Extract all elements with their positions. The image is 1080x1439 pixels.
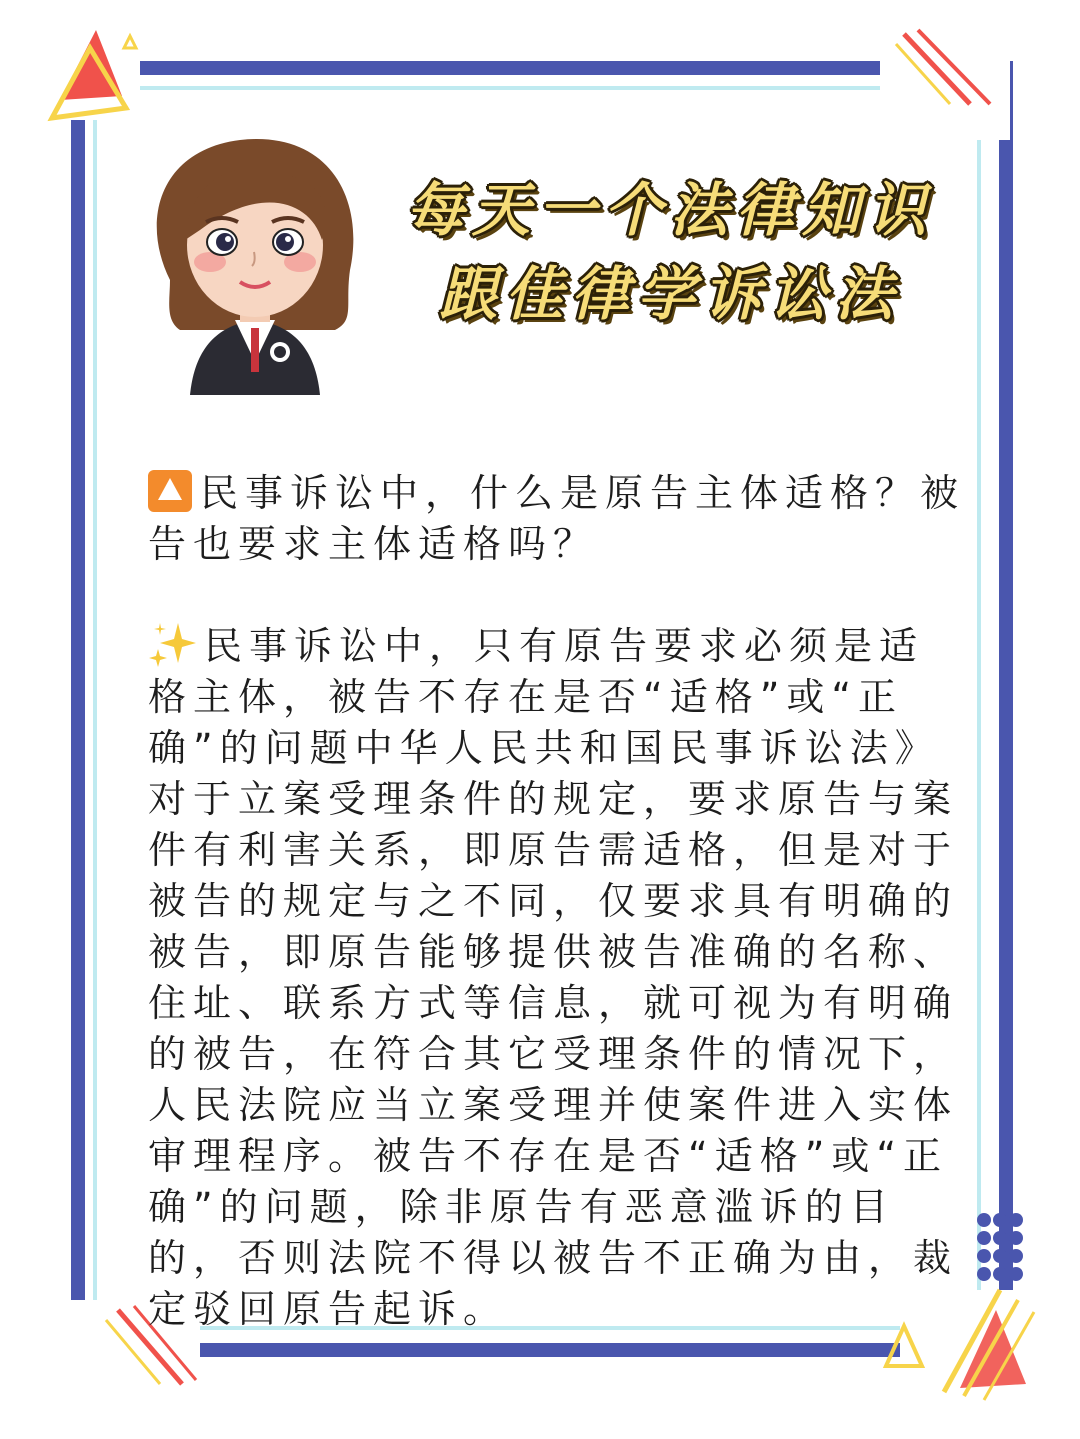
title-line-2: 跟佳律学诉讼法 <box>438 260 901 328</box>
title-line-1: 每天一个法律知识 <box>405 176 934 244</box>
sparkles-icon <box>148 621 198 667</box>
question-text: 民事诉讼中，什么是原告主体适格？被告也要求主体适格吗？ <box>148 471 966 566</box>
lawyer-avatar <box>140 130 370 395</box>
up-triangle-icon <box>148 470 192 512</box>
answer-paragraph <box>148 621 968 1335</box>
page-title <box>390 168 950 336</box>
question-paragraph <box>148 468 968 570</box>
answer-text: 民事诉讼中，只有原告要求必须是适格主体，被告不存在是否“适格”或“正确”的问题中华人民共和国民事诉讼法》对于立案受理条件的规定，要求原告与案件有利害关系，即原告需适格，但是对于被告的规定与之不同，仅要求具有明确的被告，即原告能够提供被告准确的名称、住址、联系方式等信息，就可视为有明确的被告，在符合其它受理条件的情况下，人民法院应当立案受理并使案件进入实体审理程序。被告不存在是否“适格”或“正确”的问题，除非原告有恶意滥诉的目的，否则法院不得以被告不正确为由，裁定驳回原告起诉。 <box>148 624 959 1331</box>
article-body <box>148 468 968 1335</box>
